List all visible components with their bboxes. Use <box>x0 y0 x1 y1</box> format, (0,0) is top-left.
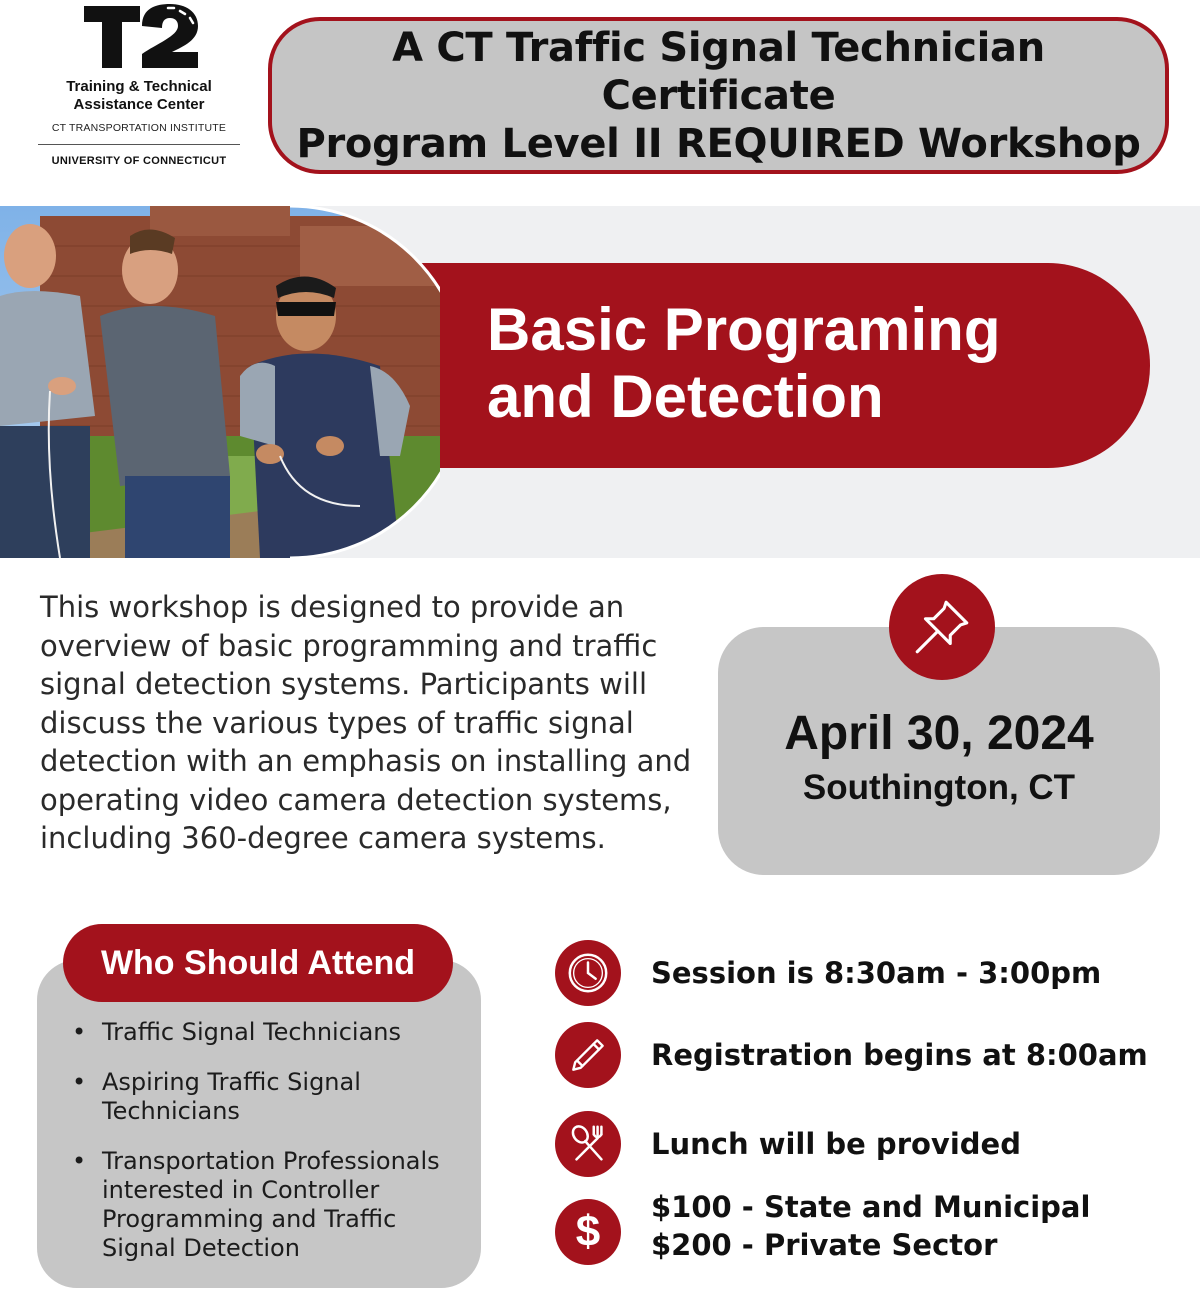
page-title-line2: Program Level II REQUIRED Workshop <box>296 120 1141 167</box>
event-location: Southington, CT <box>802 768 1076 807</box>
registration-row <box>555 1022 1175 1092</box>
page-title <box>272 24 1165 168</box>
list-item: • Transportation Professionals interested in Controller Programming and Traffic Signal Detection <box>70 1147 470 1263</box>
lunch-text: Lunch will be provided <box>651 1127 1021 1161</box>
registration-text: Registration begins at 8:00am <box>651 1038 1148 1072</box>
workshop-photo <box>0 206 440 558</box>
logo-line-university: UNIVERSITY OF CONNECTICUT <box>51 155 227 167</box>
t2-logo <box>28 0 250 180</box>
header-title-box <box>268 17 1169 174</box>
page-title-line1: A CT Traffic Signal Technician Certificate <box>392 24 1045 119</box>
workshop-title-line1: Basic Programing <box>487 296 1001 363</box>
attend-list <box>70 1018 470 1284</box>
logo-line-assistance: Assistance Center <box>73 96 205 113</box>
utensils-icon <box>555 1111 621 1177</box>
logo-line-training: Training & Technical <box>66 78 212 95</box>
pricing-row <box>555 1190 1175 1269</box>
event-date: April 30, 2024 <box>784 707 1094 760</box>
dollar-symbol: $ <box>575 1207 601 1256</box>
logo-line-institute: CT TRANSPORTATION INSTITUTE <box>51 122 227 134</box>
dollar-icon <box>555 1199 621 1265</box>
t2-logo-mark <box>80 2 204 72</box>
price-private-sector: $200 - Private Sector <box>651 1228 998 1262</box>
lunch-row <box>555 1111 1175 1181</box>
list-item: • Traffic Signal Technicians <box>70 1018 470 1047</box>
clock-icon <box>555 940 621 1006</box>
pushpin-icon <box>889 574 995 680</box>
price-state-municipal: $100 - State and Municipal <box>651 1190 1091 1224</box>
logo-divider <box>38 144 240 145</box>
list-item: • Aspiring Traffic Signal Technicians <box>70 1068 470 1126</box>
workshop-description: This workshop is designed to provide an overview of basic programming and traffic signal detection systems. Participants will discuss the various types of traffic signal detection with an emphasis on installing and operating video camera detection systems, including 360-degree camera systems. <box>40 590 692 855</box>
workshop-title-line2: and Detection <box>487 363 884 430</box>
pricing-text <box>651 1188 1090 1264</box>
pencil-icon <box>555 1022 621 1088</box>
workshop-title <box>487 296 1127 430</box>
session-time-row <box>555 940 1175 1010</box>
attend-heading: Who Should Attend <box>100 943 416 982</box>
attend-heading-pill <box>63 924 453 1002</box>
session-time-text: Session is 8:30am - 3:00pm <box>651 956 1102 990</box>
